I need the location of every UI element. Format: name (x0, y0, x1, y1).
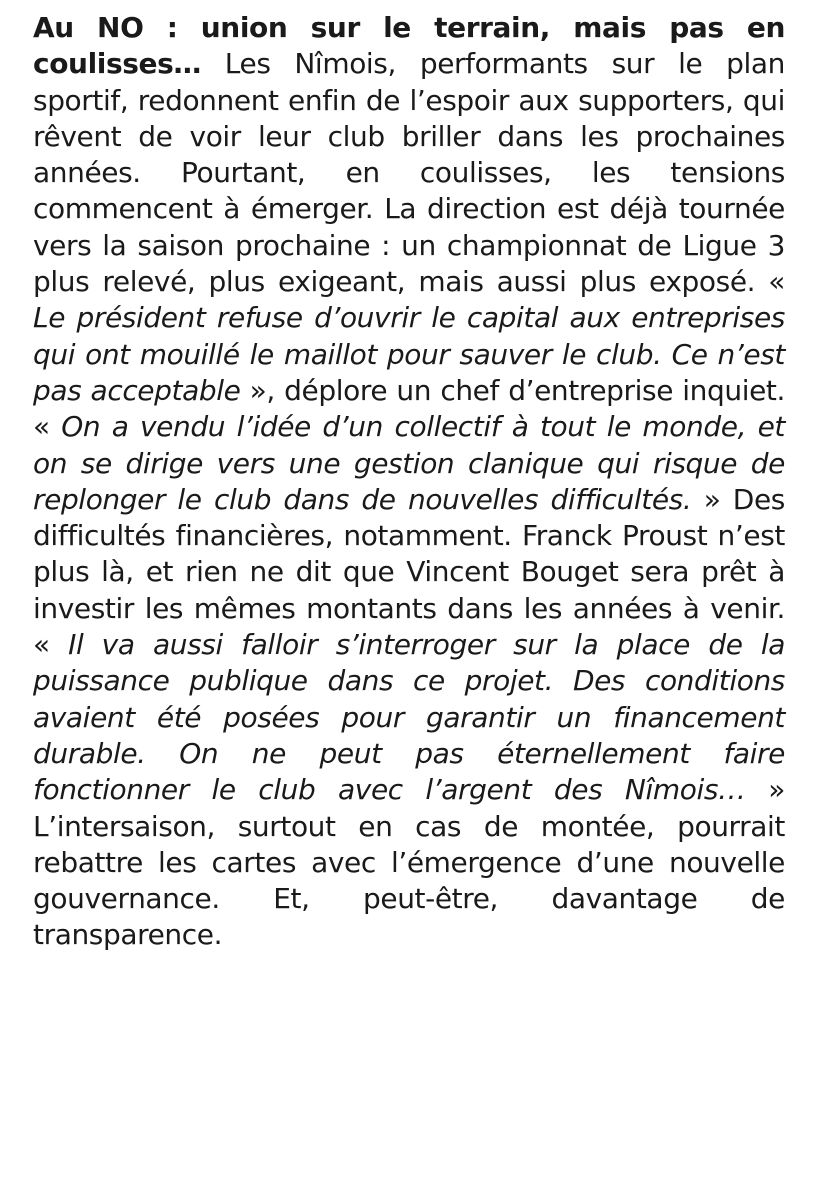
quote-puissance-publique: Il va aussi falloir s’interroger sur la place de la puissance publique dans ce projet. Des conditions avaient été posées pour garantir un financement durable. On ne peut pas éternellement faire fonctionner le club avec l’argent des Nîmois… (33, 628, 786, 807)
article-text-4: » L’intersaison, surtout en cas de montée, pourrait rebattre les cartes avec l’émergence d’une nouvelle gouvernance. Et, peut-être, davantage de transparence. (33, 773, 785, 952)
article-paragraph (33, 10, 785, 954)
article-text-2: », déplore un chef d’entreprise inquiet. « (33, 373, 785, 444)
article-text-1: Les Nîmois, performants sur le plan sportif, redonnent enfin de l’espoir aux supporters, qui rêvent de voir leur club briller dans les prochaines années. Pourtant, en coulisses, les tensions commencent à émerger. La direction est déjà tournée vers la saison prochaine : un championnat de Ligue 3 plus relevé, plus exigeant, mais aussi plus exposé. « (33, 47, 785, 299)
article-lead: Au NO : union sur le terrain, mais pas en coulisses… (33, 11, 785, 81)
quote-president: Le président refuse d’ouvrir le capital aux entreprises qui ont mouillé le maillot pour sauver le club. Ce n’est pas acceptable (33, 301, 785, 407)
article-text-3: » Des difficultés financières, notamment. Franck Proust n’est plus là, et rien ne dit que Vincent Bouget sera prêt à investir les mêmes montants dans les années à venir. « (33, 482, 785, 662)
quote-collectif: On a vendu l’idée d’un collectif à tout le monde, et on se dirige vers une gestion clanique qui risque de replonger le club dans de nouvelles difficultés. (33, 410, 786, 516)
